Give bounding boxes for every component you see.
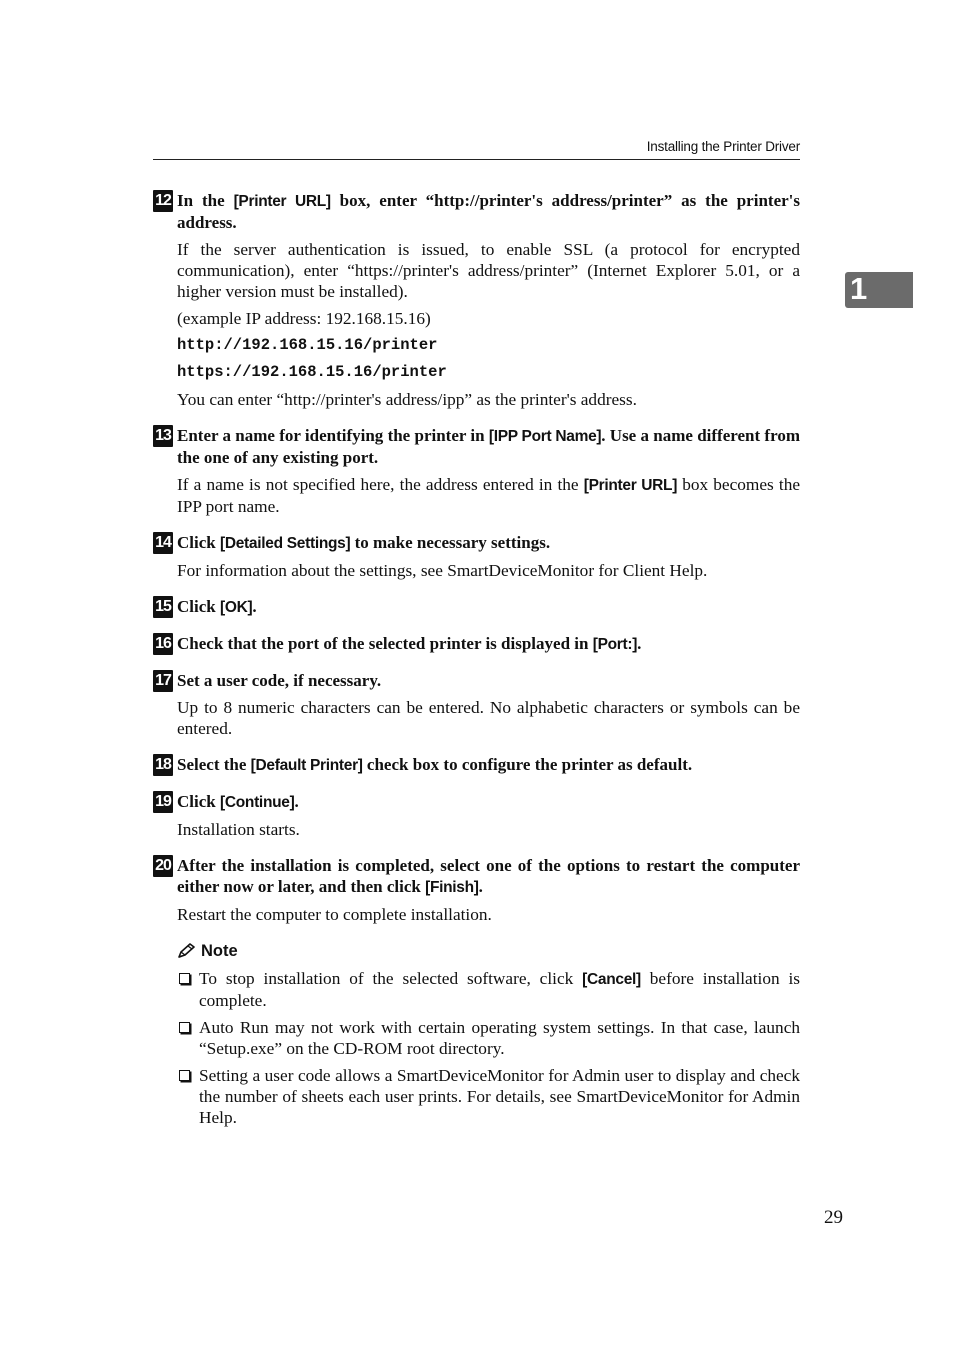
chapter-tab [845,272,913,308]
step-paragraph: Installation starts. [177,820,300,839]
step-paragraph: If the server authentication is issued, to enable SSL (a protocol for encrypted communication), enter “https://printer's address/printer” (Internet Explorer 5.01, or a higher version must be installed). [177,240,800,301]
note-title: Note [201,941,238,960]
ui-label: [Cancel] [582,971,641,988]
step-paragraph: Up to 8 numeric characters can be entered. No alphabetic characters or symbols can be entered. [177,698,800,738]
ui-label: [IPP Port Name] [488,428,602,445]
step-title: Click [Continue]. [177,792,299,811]
ui-label: [Printer URL] [233,193,331,210]
step-number: 20 [153,855,173,877]
pencil-icon [177,943,197,959]
header-rule [153,159,800,160]
step-number: 17 [153,670,173,692]
ui-label: [Printer URL] [583,477,678,494]
step-19 [153,791,800,840]
step-number: 16 [153,633,173,655]
step-14 [153,532,800,581]
step-12 [153,190,800,410]
note-item: Setting a user code allows a SmartDeviceMonitor for Admin user to display and check the number of sheets each user prints. For details, see SmartDeviceMonitor for Admin Help. [177,1065,800,1128]
note-heading [177,940,800,962]
step-title: Click [Detailed Settings] to make necessary settings. [177,533,551,552]
step-paragraph: (example IP address: 192.168.15.16) [177,309,431,328]
step-title: Set a user code, if necessary. [177,671,382,690]
checkbox-bullet-icon [179,973,190,984]
step-title: After the installation is completed, select one of the options to restart the computer either now or later, and then click [Finish]. [177,856,800,896]
step-paragraph: Restart the computer to complete installation. [177,905,492,924]
step-15 [153,596,800,618]
checkbox-bullet-icon [179,1022,190,1033]
ui-label: [Port:] [592,636,638,653]
step-16 [153,633,800,655]
step-paragraph: For information about the settings, see SmartDeviceMonitor for Client Help. [177,561,708,580]
note-item: Auto Run may not work with certain operating system settings. In that case, launch “Setup.exe” on the CD-ROM root directory. [177,1017,800,1059]
step-number: 19 [153,791,173,813]
step-20 [153,855,800,925]
ui-label: [Default Printer] [250,757,363,774]
page-content [153,190,800,1128]
step-number: 18 [153,754,173,776]
step-13 [153,425,800,517]
step-number: 13 [153,425,173,447]
code-url: https://192.168.15.16/printer [177,363,447,381]
step-number: 12 [153,190,173,212]
page-number: 29 [824,1207,843,1228]
note-item: To stop installation of the selected software, click [Cancel] before installation is complete. [177,968,800,1011]
step-number: 15 [153,596,173,618]
step-title: Check that the port of the selected printer is displayed in [Port:]. [177,634,642,653]
ui-label: [Finish] [425,879,479,896]
step-number: 14 [153,532,173,554]
step-paragraph: If a name is not specified here, the address entered in the [Printer URL] box becomes the IPP port name. [177,475,800,516]
step-18 [153,754,800,776]
step-title: Enter a name for identifying the printer in [IPP Port Name]. Use a name different from the one of any existing port. [177,426,800,467]
step-title: Click [OK]. [177,597,257,616]
step-paragraph: You can enter “http://printer's address/ipp” as the printer's address. [177,390,637,409]
step-17 [153,670,800,739]
ui-label: [Continue] [219,794,295,811]
step-title: Select the [Default Printer] check box to configure the printer as default. [177,755,693,774]
code-url: http://192.168.15.16/printer [177,336,438,354]
chapter-number: 1 [850,271,868,306]
note-section [177,940,800,1128]
ui-label: [Detailed Settings] [219,535,351,552]
ui-label: [OK] [219,599,253,616]
step-title: In the [Printer URL] box, enter “http://printer's address/printer” as the printer's address. [177,191,800,232]
checkbox-bullet-icon [179,1070,190,1081]
running-header: Installing the Printer Driver [646,139,800,154]
